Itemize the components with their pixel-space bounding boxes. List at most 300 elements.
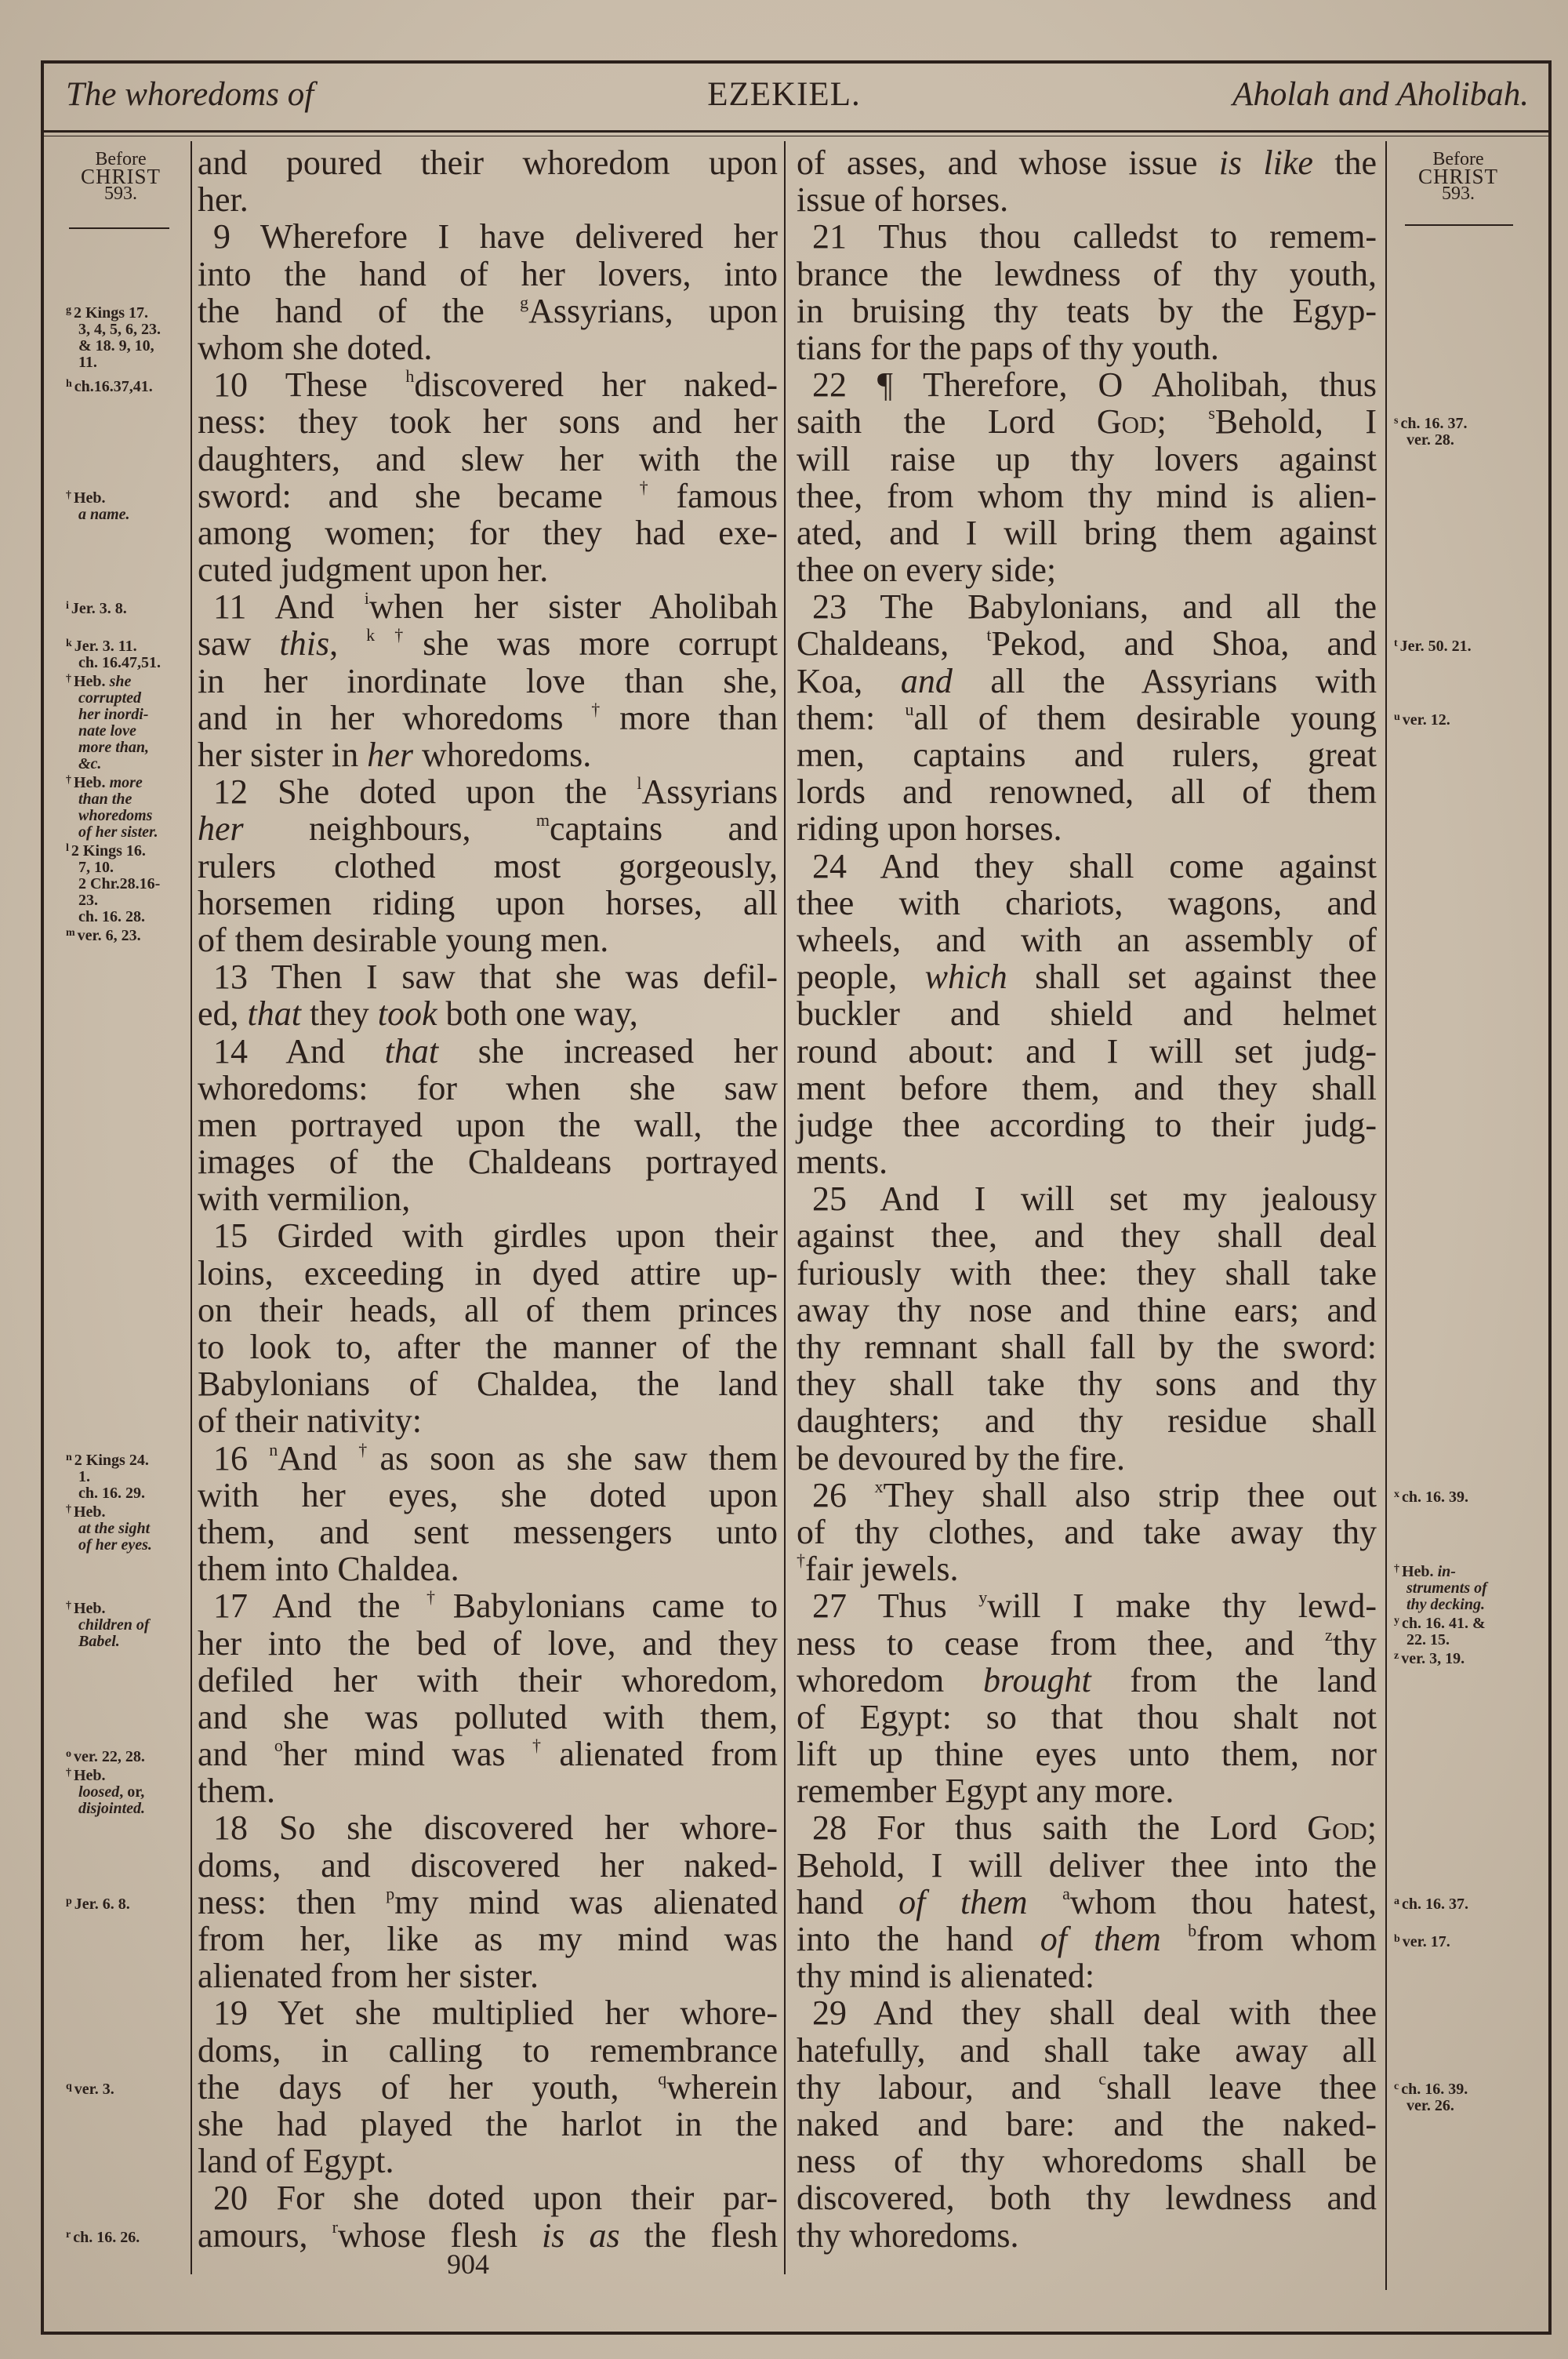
text: thee on every side; <box>797 551 1057 590</box>
text: saw <box>198 624 280 663</box>
text: ch. 16. 29. <box>78 1485 145 1502</box>
text: when her sister Aholibah <box>368 587 778 627</box>
text: ness: then <box>198 1882 387 1921</box>
italic-text: in- <box>1437 1562 1456 1580</box>
text-line <box>198 848 778 885</box>
text: ness: they took her sons and her <box>198 402 778 442</box>
text: 19 Yet she multiplied her whore- <box>213 1994 778 2033</box>
note-line <box>66 598 190 617</box>
text-line <box>198 1772 778 1809</box>
text: both one way, <box>437 994 638 1034</box>
note-line <box>1394 1486 1543 1506</box>
text: issue of horses. <box>797 180 1009 220</box>
italic-text: of her sister. <box>78 823 158 841</box>
text-line <box>797 1440 1377 1477</box>
text-line <box>198 1625 778 1662</box>
text: lords and renowned, all of them <box>797 772 1377 812</box>
note-line <box>66 1801 190 1817</box>
italic-text: disjointed. <box>78 1799 146 1817</box>
text: ated, and I will bring them against <box>797 513 1377 552</box>
text: the flesh <box>619 2215 778 2255</box>
text: 11. <box>78 353 97 371</box>
text-line <box>797 1514 1377 1550</box>
text-line <box>198 1070 778 1107</box>
text: ed, <box>198 994 248 1034</box>
text-line <box>797 1107 1377 1143</box>
text-line <box>198 514 778 551</box>
text: 2 Kings 16. <box>71 841 146 860</box>
reference-mark: † <box>1394 1562 1399 1575</box>
text: into the hand of her lovers, into <box>198 254 778 293</box>
italic-text: Babel. <box>78 1632 120 1650</box>
note-line <box>66 690 190 707</box>
italic-text: is like <box>1218 144 1313 182</box>
text: discovered, both thy lewdness and <box>797 2179 1377 2218</box>
marginal-reference <box>66 1598 190 1650</box>
text: her. <box>198 180 249 220</box>
italic-text: that <box>247 994 301 1034</box>
text: naked and bare: and the naked- <box>797 2104 1377 2143</box>
marginal-reference <box>1394 413 1543 449</box>
text: ch.16.37,41. <box>74 378 153 396</box>
reference-mark: s <box>1394 415 1399 427</box>
text: Heb. <box>74 1766 106 1784</box>
small-caps-text: God <box>1096 402 1157 442</box>
note-line <box>66 1501 190 1521</box>
text: all the Assyrians with <box>952 661 1377 700</box>
text: she was more corrupt <box>423 624 778 663</box>
note-line <box>1394 709 1543 729</box>
text: ch. 16. 28. <box>78 907 145 925</box>
text: my mind was alienated <box>394 1882 778 1921</box>
reference-mark: r <box>66 2229 71 2241</box>
italic-text: she <box>109 672 132 690</box>
reference-mark: m <box>535 810 550 831</box>
text: to look to, after the manner of the <box>198 1328 778 1366</box>
text: lift up thine eyes unto them, nor <box>797 1735 1377 1774</box>
text: into the hand <box>797 1920 1040 1958</box>
date-year: 593. <box>104 184 137 204</box>
text: Assyrians <box>641 772 778 812</box>
text-line <box>198 1329 778 1365</box>
italic-text: struments of <box>1406 1579 1487 1597</box>
book-title: EZEKIEL. <box>707 76 861 113</box>
note-line <box>66 740 190 756</box>
text-line <box>797 1217 1377 1254</box>
text-line <box>797 2069 1377 2106</box>
text: on their heads, all of them princes <box>198 1290 778 1329</box>
text-line <box>797 1994 1377 2031</box>
note-line <box>1394 1612 1543 1632</box>
reference-mark: o <box>66 1747 71 1760</box>
italic-text: that <box>384 1031 439 1070</box>
text: hatefully, and shall take away all <box>797 2030 1377 2070</box>
text: 29 And they shall deal with thee <box>812 1994 1377 2033</box>
text-line <box>198 1699 778 1736</box>
italic-text: a name. <box>78 505 130 523</box>
text-line <box>797 1957 1377 1994</box>
reference-mark: x <box>874 1476 884 1496</box>
text: ch. 16. 26. <box>73 2229 140 2247</box>
text-line <box>198 1957 778 1994</box>
text-line <box>797 478 1377 514</box>
margin-rule-right <box>1385 141 1387 2290</box>
text-line <box>797 1699 1377 1736</box>
note-line <box>66 925 190 944</box>
reference-mark: c <box>1394 2081 1399 2093</box>
text: she increased her <box>438 1031 779 1070</box>
text: Heb. <box>74 1503 106 1521</box>
text-line <box>797 1255 1377 1292</box>
note-line <box>66 1521 190 1537</box>
text: will I make thy lewd- <box>987 1587 1377 1626</box>
text: thy remnant shall fall by the sword: <box>797 1328 1377 1366</box>
note-line <box>66 1617 190 1634</box>
text-line <box>797 1625 1377 1662</box>
text: ments. <box>797 1143 888 1182</box>
note-line <box>66 756 190 772</box>
text: wheels, and with an assembly of <box>797 920 1377 959</box>
reference-mark: u <box>905 699 914 719</box>
text-line <box>198 2143 778 2179</box>
text: hand <box>797 1882 899 1921</box>
text: 3, 4, 5, 6, 23. <box>78 320 161 338</box>
text: Heb. <box>74 773 110 791</box>
header-rule <box>44 130 1548 133</box>
date-right <box>1403 151 1513 202</box>
text: remember Egypt any more. <box>797 1772 1174 1811</box>
marginal-reference <box>1394 1486 1543 1506</box>
text: daughters; and thy residue shall <box>797 1401 1377 1441</box>
marginal-reference <box>1394 1561 1543 1613</box>
date-year: 593. <box>1442 184 1475 204</box>
text: 23 The Babylonians, and all the <box>812 587 1377 627</box>
note-line <box>1394 1580 1543 1597</box>
marginal-reference <box>1394 1931 1543 1950</box>
text: all of them desirable young <box>913 698 1377 737</box>
reference-mark: i <box>364 588 369 609</box>
text: her into the bed of love, and they <box>198 1623 778 1663</box>
small-caps-text: God <box>1307 1808 1367 1848</box>
text: judge thee according to their judg- <box>797 1105 1377 1144</box>
italic-text: thy decking. <box>1406 1595 1485 1613</box>
text: amours, <box>198 2215 332 2255</box>
marginal-reference <box>66 1765 190 1817</box>
text: whoredoms: for when she saw <box>198 1068 778 1107</box>
reference-mark: a <box>1394 1896 1399 1908</box>
reference-mark: † <box>66 1599 71 1612</box>
text-line <box>198 478 778 514</box>
reference-mark: † <box>66 1766 71 1779</box>
date-before: Before <box>95 149 147 169</box>
text: cuted judgment upon her. <box>198 551 549 590</box>
note-line <box>66 1893 190 1913</box>
text: riding upon horses. <box>797 809 1062 849</box>
reference-mark: p <box>386 1883 395 1903</box>
text-line <box>198 1514 778 1550</box>
reference-mark: n <box>66 1452 72 1463</box>
marginal-reference <box>66 1449 190 1502</box>
text-line <box>198 256 778 293</box>
text: them into Chaldea. <box>198 1550 459 1589</box>
text-line <box>198 1107 778 1143</box>
text-line <box>797 1921 1377 1957</box>
text-line <box>797 256 1377 293</box>
marginal-reference <box>66 925 190 944</box>
note-line <box>66 723 190 740</box>
text: Heb. <box>74 672 110 690</box>
note-line <box>66 338 190 354</box>
text: ch. 16. 41. & <box>1402 1614 1486 1632</box>
text: they shall take thy sons and thy <box>797 1365 1377 1404</box>
text: daughters, and slew her with the <box>198 439 778 478</box>
marginal-reference <box>66 1501 190 1554</box>
italic-text: nate love <box>78 722 136 740</box>
text-line <box>797 625 1377 662</box>
note-line <box>1394 2098 1543 2114</box>
text: 27 Thus <box>812 1587 979 1626</box>
text: Behold, I <box>1214 402 1377 442</box>
text-line <box>797 736 1377 773</box>
text: in bruising thy teats by the Egyp- <box>797 291 1377 330</box>
text-line <box>797 958 1377 995</box>
note-line <box>66 808 190 824</box>
text: , or, <box>119 1783 145 1801</box>
reference-mark: x <box>1394 1488 1399 1501</box>
text: fair jewels. <box>805 1550 959 1589</box>
note-line <box>66 302 190 322</box>
text-line <box>797 1070 1377 1107</box>
text: land of Egypt. <box>198 2142 394 2181</box>
text-line <box>198 1365 778 1402</box>
text: 2 Chr.28.16- <box>78 874 161 892</box>
note-line <box>66 772 190 791</box>
text: ness of thy whoredoms shall be <box>797 2142 1377 2181</box>
text-line <box>198 663 778 700</box>
note-line <box>1394 1632 1543 1648</box>
text: ch. 16. 39. <box>1401 2081 1468 2099</box>
text: 21 Thus thou calledst to remem- <box>812 217 1377 256</box>
reference-mark: † <box>66 489 71 501</box>
text: saith the Lord <box>797 402 1097 442</box>
marginal-reference <box>66 840 190 925</box>
text-line <box>797 1847 1377 1884</box>
italic-text: this <box>279 624 330 663</box>
page-number: 904 <box>447 2248 489 2280</box>
reference-mark: g <box>520 292 529 312</box>
text: and in her whoredoms <box>198 698 592 737</box>
text-line <box>797 1884 1377 1921</box>
text: ch. 16. 37. <box>1402 1896 1468 1914</box>
text-line <box>797 1809 1377 1846</box>
text: 12 She doted upon the <box>213 772 637 812</box>
text: thy <box>1332 1623 1377 1663</box>
note-line <box>66 1634 190 1650</box>
reference-mark: b <box>1188 1921 1197 1940</box>
text-line <box>198 1402 778 1439</box>
note-line <box>66 635 190 655</box>
text: thy mind is alienated: <box>797 1957 1095 1996</box>
marginal-reference <box>66 2226 190 2246</box>
italic-text: took <box>377 994 437 1034</box>
text: furiously with thee: they shall take <box>797 1253 1377 1292</box>
text-line <box>198 2106 778 2143</box>
text: alienated from <box>559 1735 779 1774</box>
text: images of the Chaldeans portrayed <box>198 1143 778 1182</box>
italic-text: children of <box>78 1616 150 1634</box>
note-line <box>1394 1931 1543 1950</box>
text <box>1161 1920 1188 1958</box>
italic-text: whoredoms <box>78 806 153 824</box>
text-line <box>198 441 778 478</box>
note-line <box>66 860 190 876</box>
text: doms, in calling to remembrance <box>198 2030 778 2070</box>
text: thy whoredoms. <box>797 2215 1019 2255</box>
text: them. <box>198 1772 275 1811</box>
text: Heb. <box>74 1599 106 1617</box>
note-line <box>1394 1561 1543 1580</box>
text-line <box>797 293 1377 329</box>
note-line <box>66 1598 190 1617</box>
text-column-right <box>797 144 1377 2254</box>
text: doms, and discovered her naked- <box>198 1845 778 1885</box>
text-line <box>198 700 778 736</box>
italic-text: is as <box>542 2215 620 2255</box>
text-line <box>198 403 778 440</box>
note-line <box>66 840 190 860</box>
marginal-reference <box>66 376 190 395</box>
text-line <box>198 1033 778 1070</box>
text-line <box>198 144 778 181</box>
text: 23. <box>78 891 98 909</box>
note-line <box>66 892 190 909</box>
text-line <box>797 1662 1377 1699</box>
text: 20 For she doted upon their par- <box>213 2179 778 2218</box>
text: her sister in <box>198 736 368 774</box>
text: They shall also strip thee out <box>883 1475 1377 1514</box>
reference-mark: h <box>405 366 415 387</box>
reference-mark: k <box>66 637 72 649</box>
text: of them desirable young men. <box>198 920 609 959</box>
text-line <box>797 1292 1377 1329</box>
text: 22 ¶ Therefore, O Aholibah, thus <box>812 365 1377 405</box>
text-line <box>797 1402 1377 1439</box>
reference-mark: l <box>637 773 642 794</box>
text: they <box>300 994 378 1034</box>
text <box>1028 1883 1063 1921</box>
text: of thy clothes, and take away thy <box>797 1512 1377 1551</box>
text: Jer. 3. 8. <box>71 600 127 618</box>
text: Jer. 6. 8. <box>74 1896 130 1914</box>
reference-mark: † <box>591 699 620 719</box>
text: ver. 22, 28. <box>74 1747 145 1765</box>
text: 18 So she discovered her whore- <box>213 1808 778 1848</box>
text: & 18. 9, 10, <box>78 336 154 354</box>
note-line <box>66 1469 190 1485</box>
reference-mark: q <box>66 2081 72 2093</box>
text-line <box>797 995 1377 1032</box>
text: , <box>329 624 367 663</box>
text: with vermilion, <box>198 1180 411 1219</box>
text: and poured their whoredom upon <box>198 144 778 182</box>
note-line <box>1394 413 1543 432</box>
text-line <box>198 1847 778 1884</box>
reference-mark: k† <box>366 625 423 645</box>
text-line <box>198 1143 778 1180</box>
text: from whom <box>1196 1920 1377 1958</box>
text: ch. 16. 37. <box>1400 415 1468 433</box>
text-line <box>797 181 1377 218</box>
text-line <box>198 366 778 403</box>
text: 26 <box>812 1475 875 1514</box>
reference-mark: u <box>1394 711 1400 723</box>
text: whose flesh <box>337 2215 543 2255</box>
text-line <box>198 773 778 810</box>
text: men portrayed upon the wall, the <box>198 1105 778 1144</box>
text-line <box>198 625 778 662</box>
text-line <box>797 144 1377 181</box>
note-line <box>66 671 190 690</box>
date-christ: CHRIST <box>1417 165 1499 188</box>
text-line <box>797 441 1377 478</box>
note-line <box>66 707 190 723</box>
text: buckler and shield and helmet <box>797 994 1377 1034</box>
text: loins, exceeding in dyed attire up- <box>198 1253 778 1292</box>
text: 1. <box>78 1468 90 1485</box>
marginal-reference <box>66 1746 190 1765</box>
italic-text: loosed <box>78 1783 120 1801</box>
text-line <box>198 551 778 588</box>
marginal-reference <box>66 1893 190 1913</box>
text-column-left <box>198 144 778 2254</box>
text-line <box>198 885 778 921</box>
note-line <box>66 1784 190 1801</box>
text-line <box>198 2069 778 2106</box>
text-line <box>797 700 1377 736</box>
note-line <box>66 354 190 371</box>
text-line <box>198 1921 778 1957</box>
text: Pekod, and Shoa, and <box>991 624 1377 663</box>
italic-text: &c. <box>78 754 102 772</box>
reference-mark: † <box>66 672 71 685</box>
text: ness to cease from thee, and <box>797 1623 1325 1663</box>
note-line <box>66 1537 190 1554</box>
text-line <box>198 921 778 958</box>
text: the hand of the <box>198 291 521 330</box>
text: from her, like as my mind was <box>198 1920 778 1958</box>
text: Jer. 3. 11. <box>74 637 137 655</box>
marginal-reference <box>66 487 190 523</box>
text: from the land <box>1091 1660 1377 1699</box>
text: discovered her naked- <box>414 365 778 405</box>
text: 14 And <box>213 1031 385 1070</box>
text: be devoured by the fire. <box>797 1438 1126 1478</box>
text: men, captains and rulers, great <box>797 736 1377 774</box>
italic-text: more <box>109 773 143 791</box>
note-line <box>66 487 190 507</box>
text-line <box>198 1550 778 1587</box>
text-line <box>797 1550 1377 1587</box>
reference-mark: † <box>639 477 677 497</box>
text-line <box>198 958 778 995</box>
reference-mark: o <box>274 1736 283 1756</box>
text: among women; for they had exe- <box>198 513 778 552</box>
marginal-reference <box>1394 1893 1543 1913</box>
text: ver. 12. <box>1402 711 1450 729</box>
text: away thy nose and thine ears; and <box>797 1290 1377 1329</box>
italic-text: more than, <box>78 738 150 756</box>
text: people, <box>797 958 925 997</box>
